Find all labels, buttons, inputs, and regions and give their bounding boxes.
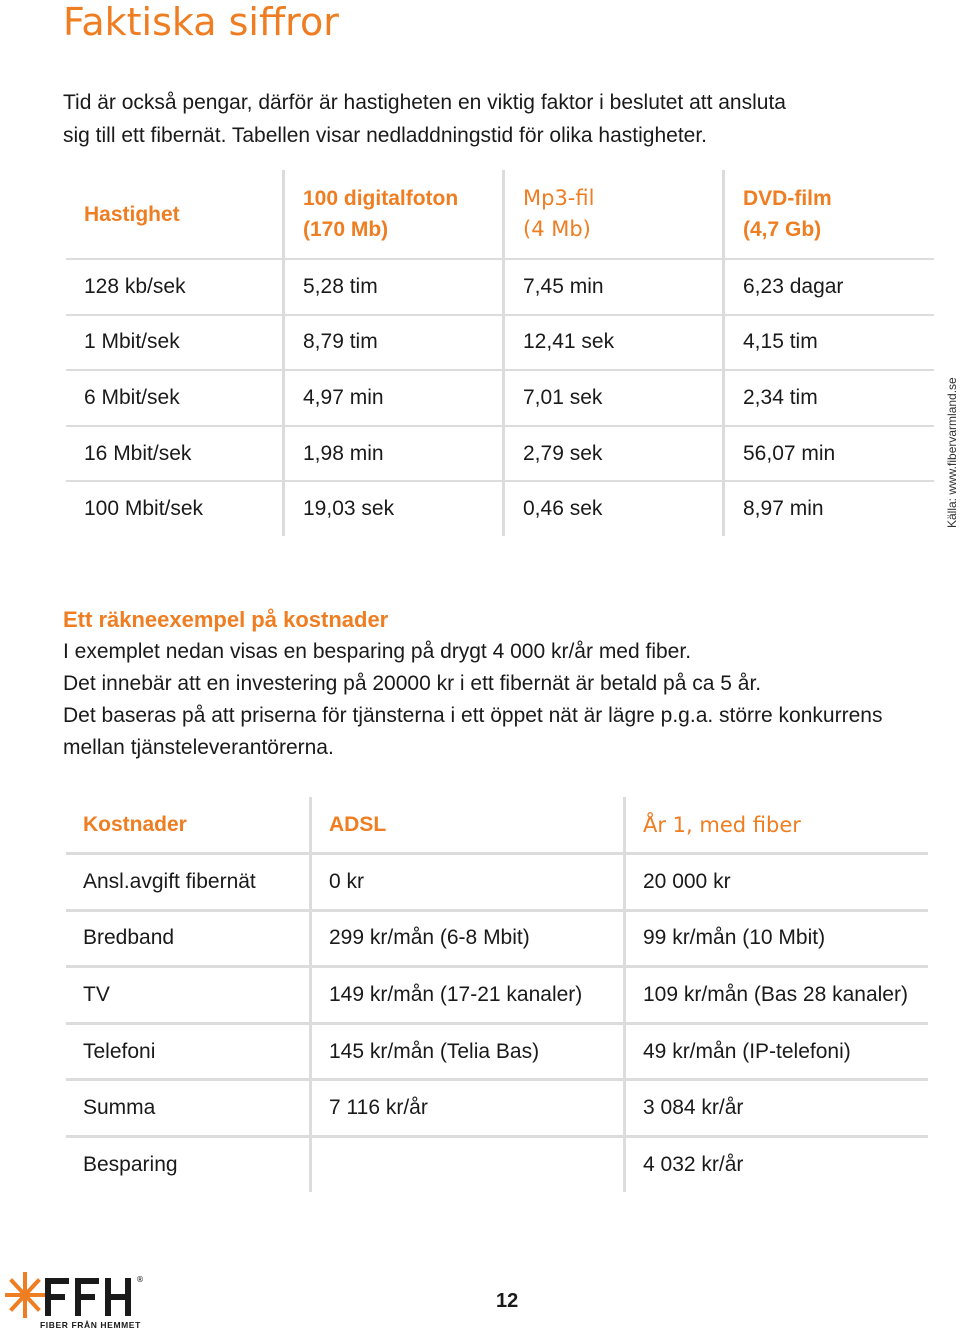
- source-note: Källa: www.fibervarmland.se: [945, 377, 959, 528]
- table-cell: 0 kr: [311, 854, 625, 911]
- table-cell: 100 Mbit/sek: [84, 497, 204, 521]
- table-header-row: [66, 797, 928, 854]
- page-title: Faktiska siffror: [63, 0, 339, 44]
- table-cell: 16 Mbit/sek: [66, 426, 284, 482]
- table-row: [66, 854, 928, 911]
- table-cell: 56,07 min: [724, 426, 935, 482]
- table-cell: 20 000 kr: [625, 854, 929, 911]
- table-cell: Besparing: [83, 1152, 178, 1176]
- intro-text: [63, 86, 923, 152]
- table-cell: 2,34 tim: [724, 370, 935, 426]
- section-line: I exemplet nedan visas en besparing på drygt 4 000 kr/år med fiber.: [63, 640, 692, 663]
- section-heading: Ett räkneexempel på kostnader: [63, 607, 389, 632]
- header-mp3: Mp3-fil (4 Mb): [504, 170, 724, 259]
- table-row: [66, 967, 928, 1024]
- intro-line: Tid är också pengar, därför är hastigheten en viktig faktor i beslutet att ansluta: [63, 91, 786, 114]
- table-row: [66, 259, 934, 315]
- table-row: [66, 1080, 928, 1137]
- header-speed: Hastighet: [66, 170, 284, 259]
- table-row: [66, 426, 934, 482]
- table-cell: 0,46 sek: [504, 481, 724, 536]
- table-cell: 4 032 kr/år: [625, 1136, 929, 1191]
- section-line: Det innebär att en investering på 20000 kr i ett fibernät är betald på ca 5 år.: [63, 672, 762, 695]
- header-costs: Kostnader: [66, 797, 311, 854]
- table-row: [66, 481, 934, 536]
- table-cell: 12,41 sek: [504, 315, 724, 371]
- header-dvd: DVD-film (4,7 Gb): [724, 170, 935, 259]
- table-cell: 4,97 min: [284, 370, 504, 426]
- table-cell: 49 kr/mån (IP-telefoni): [625, 1023, 929, 1080]
- table-row: [66, 1136, 928, 1191]
- table-cell: 109 kr/mån (Bas 28 kanaler): [625, 967, 929, 1024]
- cost-table: [66, 797, 928, 1192]
- table-cell: Summa: [66, 1080, 311, 1137]
- logo-tagline: FIBER FRÅN HEMMET: [40, 1320, 141, 1330]
- table-cell: 4,15 tim: [724, 315, 935, 371]
- table-cell: TV: [66, 967, 311, 1024]
- table-cell: 6 Mbit/sek: [66, 370, 284, 426]
- ffh-letters: [45, 1278, 131, 1316]
- table-cell: 8,79 tim: [284, 315, 504, 371]
- table-row: [66, 370, 934, 426]
- table-cell: 7,45 min: [504, 259, 724, 315]
- registered-mark: ®: [136, 1275, 144, 1284]
- starburst-icon: [7, 1274, 43, 1316]
- table-cell: 1 Mbit/sek: [66, 315, 284, 371]
- table-cell: 7,01 sek: [504, 370, 724, 426]
- cost-example-section: [63, 604, 958, 764]
- table-cell: 19,03 sek: [284, 481, 504, 536]
- table-cell: 299 kr/mån (6-8 Mbit): [311, 910, 625, 967]
- table-cell: 2,79 sek: [504, 426, 724, 482]
- table-cell: Telefoni: [66, 1023, 311, 1080]
- header-photos: 100 digitalfoton (170 Mb): [284, 170, 504, 259]
- section-line: mellan tjänsteleverantörerna.: [63, 736, 334, 759]
- download-speed-table: [66, 170, 934, 536]
- table-cell: 99 kr/mån (10 Mbit): [625, 910, 929, 967]
- table-row: [66, 1023, 928, 1080]
- table-cell: [311, 1136, 625, 1191]
- table-header-row: [66, 170, 934, 259]
- table-cell: Bredband: [66, 910, 311, 967]
- table-cell: 3 084 kr/år: [625, 1080, 929, 1137]
- table-cell: 1,98 min: [284, 426, 504, 482]
- table-cell: Ansl.avgift fibernät: [66, 854, 311, 911]
- header-fiber: År 1, med fiber: [625, 797, 929, 854]
- table-cell: 149 kr/mån (17-21 kanaler): [311, 967, 625, 1024]
- header-adsl: ADSL: [311, 797, 625, 854]
- section-line: Det baseras på att priserna för tjänsterna i ett öppet nät är lägre p.g.a. större konkurrens: [63, 704, 883, 727]
- table-row: [66, 315, 934, 371]
- table-cell: 6,23 dagar: [724, 259, 935, 315]
- table-cell: 145 kr/mån (Telia Bas): [311, 1023, 625, 1080]
- table-cell: 7 116 kr/år: [311, 1080, 625, 1137]
- table-cell: 8,97 min: [724, 481, 935, 536]
- intro-line: sig till ett fibernät. Tabellen visar nedladdningstid för olika hastigheter.: [63, 124, 707, 147]
- page-number: 12: [496, 1290, 519, 1312]
- table-cell: 5,28 tim: [284, 259, 504, 315]
- table-row: [66, 910, 928, 967]
- table-cell: 128 kb/sek: [66, 259, 284, 315]
